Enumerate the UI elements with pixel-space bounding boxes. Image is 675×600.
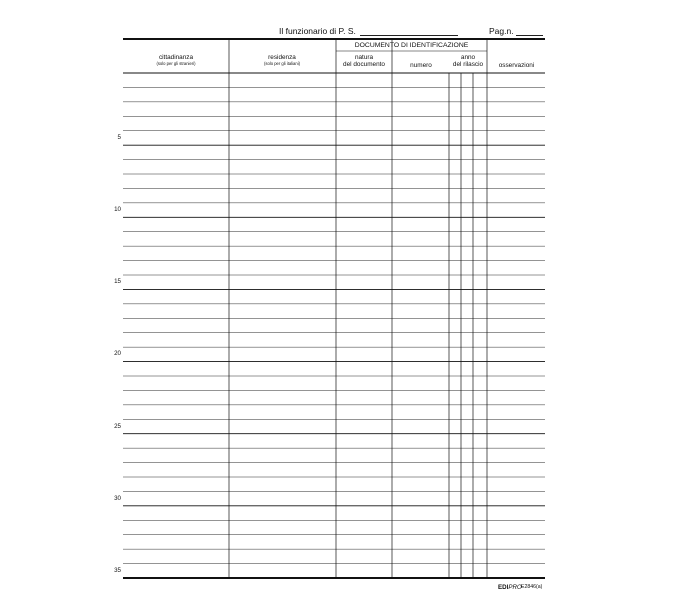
row-number-10: 10 [114,206,121,214]
official-signature-line[interactable] [360,35,458,36]
cittadinanza-note: (solo per gli stranieri) [156,61,196,66]
anno-line1: anno [460,54,476,61]
column-header-osservazioni: osservazioni [498,62,535,69]
brand-bold: EDI [498,584,509,591]
row-number-25: 25 [114,422,121,430]
publisher-logo [498,584,522,591]
form-code: E2846(a) [521,584,543,590]
official-label: Il funzionario di P. S. [279,26,356,36]
residenza-title: residenza [268,54,296,61]
row-number-30: 30 [114,494,121,502]
register-grid [123,38,545,580]
cittadinanza-title: cittadinanza [158,54,194,61]
row-number-35: 35 [114,566,121,574]
brand-rest: PRO [508,584,522,591]
row-number-15: 15 [114,278,121,286]
natura-line2: del documento [343,61,385,68]
natura-line1: natura [354,54,374,61]
document-group-header: DOCUMENTO DI IDENTIFICAZIONE [354,42,469,49]
column-header-numero: numero [410,62,432,69]
row-number-20: 20 [114,350,121,358]
page-number-label: Pag.n. [489,26,514,36]
column-header-natura [336,54,392,68]
residenza-note: (solo per gli italiani) [263,61,301,66]
column-header-residenza [232,54,332,67]
page-number-line[interactable] [516,35,543,36]
row-number-5: 5 [117,133,121,141]
column-header-cittadinanza [126,54,226,67]
column-header-anno [449,54,487,68]
anno-line2: del rilascio [452,61,484,68]
